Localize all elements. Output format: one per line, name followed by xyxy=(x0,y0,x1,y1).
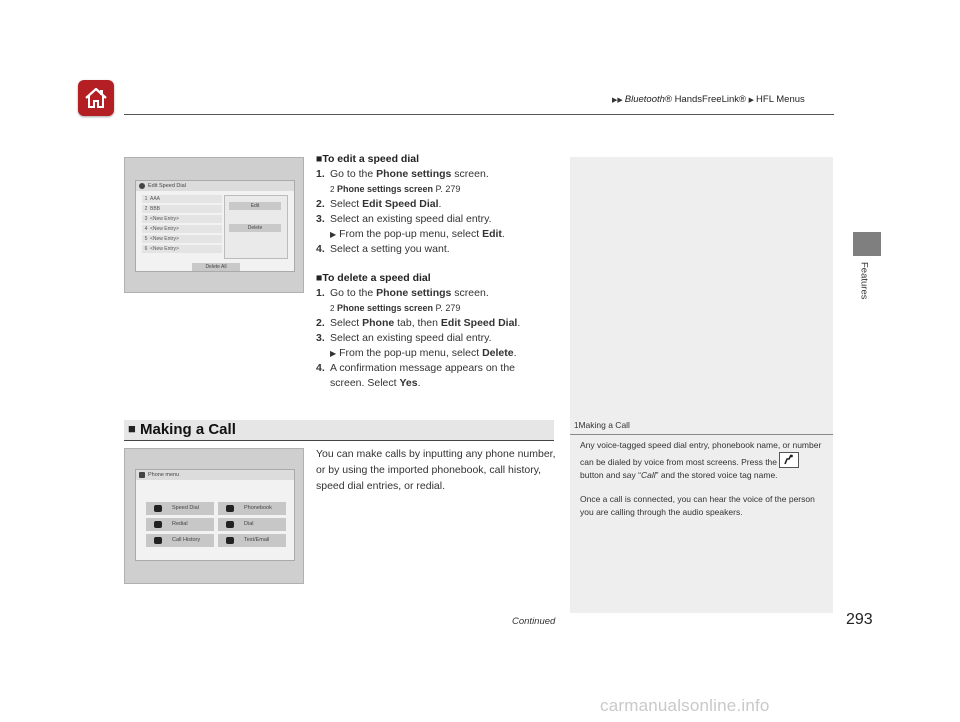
arrow-icon: ▶ xyxy=(330,349,337,358)
edit-option: Edit xyxy=(229,202,281,210)
arrow-icon: ▶ xyxy=(330,230,337,239)
note-body xyxy=(580,439,825,519)
breadcrumb-arrow-icon: ▶▶ xyxy=(612,97,623,104)
speed-dial-row: 5 <New Entry> xyxy=(142,235,222,243)
breadcrumb-brand[interactable]: Bluetooth xyxy=(624,94,665,105)
speed-dial-icon xyxy=(154,505,162,512)
continued-label: Continued xyxy=(512,616,556,627)
speed-dial-row: 3 <New Entry> xyxy=(142,215,222,223)
speed-dial-row: 1 AAA xyxy=(142,195,222,203)
section-square-icon: ■ xyxy=(316,153,323,165)
notes-panel xyxy=(570,157,833,613)
screen-title: Phone menu xyxy=(148,472,180,478)
talk-button-icon xyxy=(779,452,799,468)
house-glyph xyxy=(83,85,109,111)
breadcrumb-arrow-icon: ▶ xyxy=(748,97,755,104)
screen-title: Edit Speed Dial xyxy=(148,183,186,189)
breadcrumb xyxy=(612,94,805,105)
speed-dial-steps: ■To edit a speed dial 1. Go to the Phone settings screen. 2 Phone settings screen P. 279 2. Select Edit Speed Dial. 3. Select an existing speed dial entry. ▶ From the pop-up menu, select Edit. 4. Select a setting you want. ■To delete a speed dial 1. Go to the Phone settings screen. 2 Phone settings screen P. 279 2. Select Phone tab, then Edit Speed Dial. 3. Select an existing speed dial entry. ▶ From the pop-up menu, select Delete. 4. A confirmation message appears on the screen. Select Yes. xyxy=(316,152,556,391)
breadcrumb-section[interactable]: ® HandsFreeLink® xyxy=(664,94,746,105)
redial-tile: Redial xyxy=(146,518,214,531)
xref-arrow-icon: 2 xyxy=(330,304,335,313)
call-history-tile: Call History xyxy=(146,534,214,547)
edit-speed-dial-screenshot xyxy=(124,157,304,293)
phone-menu-screenshot xyxy=(124,448,304,584)
breadcrumb-current[interactable]: HFL Menus xyxy=(756,94,805,105)
speed-dial-row: 6 <New Entry> xyxy=(142,245,222,253)
section-title: Making a Call xyxy=(140,421,236,438)
speed-dial-row: 4 <New Entry> xyxy=(142,225,222,233)
note-rule xyxy=(570,434,833,435)
delete-heading: To delete a speed dial xyxy=(322,272,431,284)
cross-reference-link[interactable]: 2 Phone settings screen P. 279 xyxy=(330,303,461,313)
section-rule xyxy=(124,440,554,441)
speed-dial-row: 2 BBB xyxy=(142,205,222,213)
xref-arrow-icon: 2 xyxy=(330,185,335,194)
phonebook-icon xyxy=(226,505,234,512)
making-call-intro: You can make calls by inputting any phone number, or by using the imported phonebook, call history, speed dial entries, or redial. xyxy=(316,448,556,492)
note-paragraph: Once a call is connected, you can hear the voice of the person you are calling through the audio speakers. xyxy=(580,494,815,517)
redial-icon xyxy=(154,521,162,528)
popup-menu xyxy=(224,195,288,259)
back-icon xyxy=(139,183,145,189)
note-title: 1Making a Call xyxy=(574,420,630,430)
dial-tile: Dial xyxy=(218,518,286,531)
watermark-text: carmanualsonline.info xyxy=(600,696,770,715)
phonebook-tile: Phonebook xyxy=(218,502,286,515)
call-history-icon xyxy=(154,537,162,544)
chapter-label: Features xyxy=(858,262,870,300)
speed-dial-tile: Speed Dial xyxy=(146,502,214,515)
phone-icon xyxy=(139,472,145,478)
edit-speed-dial-screen xyxy=(135,180,295,272)
section-header-making-a-call xyxy=(124,420,554,440)
home-icon[interactable] xyxy=(78,80,114,116)
section-square-icon: ■ xyxy=(128,421,136,436)
text-email-tile: Text/Email xyxy=(218,534,286,547)
phone-menu-screen xyxy=(135,469,295,561)
cross-reference-link[interactable]: 2 Phone settings screen P. 279 xyxy=(330,184,461,194)
delete-option: Delete xyxy=(229,224,281,232)
edit-heading: To edit a speed dial xyxy=(322,153,420,165)
keypad-icon xyxy=(226,521,234,528)
header-rule xyxy=(124,114,834,115)
delete-all-option: Delete All xyxy=(192,263,240,271)
note-paragraph: Any voice-tagged speed dial entry, phonebook name, or number can be dialed by voice from most screens. Press the button and say “Call” and the stored voice tag name. xyxy=(580,440,822,480)
message-icon xyxy=(226,537,234,544)
chapter-tab[interactable] xyxy=(853,232,881,256)
page-number: 293 xyxy=(846,611,873,628)
section-square-icon: ■ xyxy=(316,272,323,284)
